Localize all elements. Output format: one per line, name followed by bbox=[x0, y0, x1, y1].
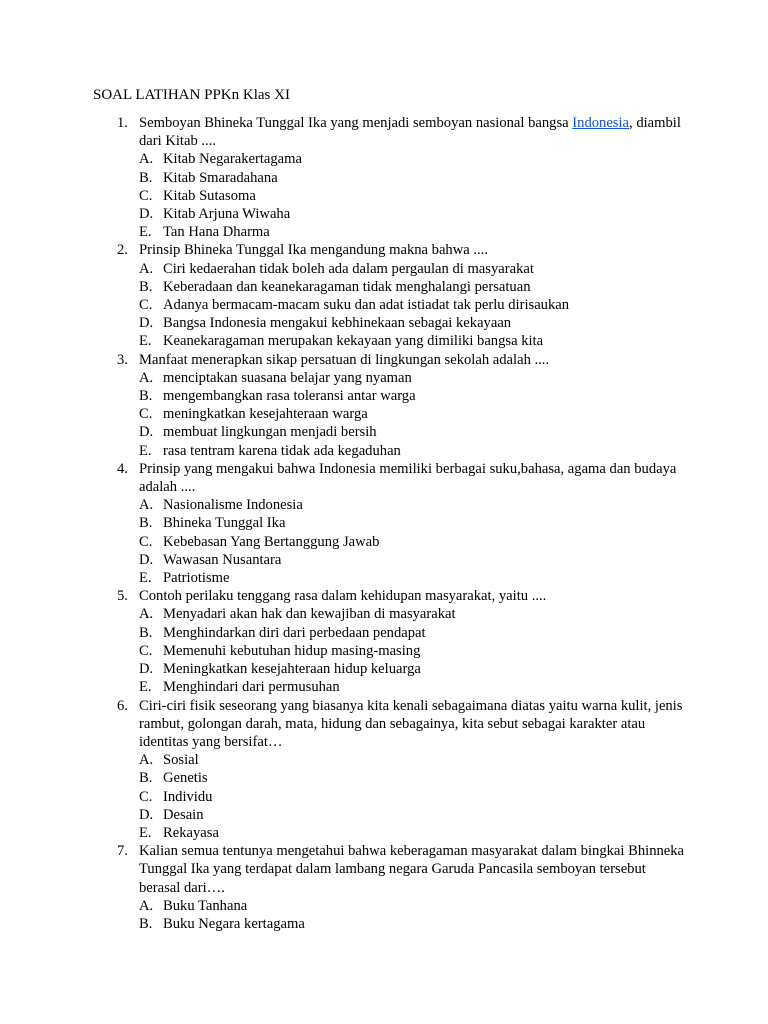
question-text-after: , diambil dari Kitab .... bbox=[139, 115, 681, 150]
option-text: Kitab Sutasoma bbox=[163, 187, 256, 204]
option-letter: D. bbox=[139, 424, 154, 441]
option-text: Bangsa Indonesia mengakui kebhinekaan sebagai kekayaan bbox=[163, 315, 512, 332]
option-letter: E. bbox=[139, 224, 152, 241]
answer-option bbox=[139, 169, 688, 187]
option-text: Kitab Arjuna Wiwaha bbox=[163, 206, 291, 223]
answer-option bbox=[139, 642, 688, 660]
answer-option bbox=[139, 442, 688, 460]
answer-option bbox=[139, 296, 688, 314]
answer-option bbox=[139, 405, 688, 423]
option-letter: C. bbox=[139, 187, 153, 204]
option-text: Keberadaan dan keanekaragaman tidak menghalangi persatuan bbox=[163, 278, 531, 295]
option-letter: A. bbox=[139, 752, 154, 769]
answer-option bbox=[139, 624, 688, 642]
option-text: Sosial bbox=[163, 752, 199, 769]
option-text: Memenuhi kebutuhan hidup masing-masing bbox=[163, 642, 421, 659]
question-number: 5. bbox=[117, 588, 128, 605]
option-letter: A. bbox=[139, 369, 154, 386]
question-list bbox=[108, 114, 688, 933]
answer-option bbox=[139, 514, 688, 532]
option-letter: A. bbox=[139, 606, 154, 623]
answer-option bbox=[139, 605, 688, 623]
option-letter: D. bbox=[139, 315, 154, 332]
page-title: SOAL LATIHAN PPKn Klas XI bbox=[93, 87, 290, 103]
option-text: Keanekaragaman merupakan kekayaan yang dimiliki bangsa kita bbox=[163, 333, 544, 350]
option-text: Patriotisme bbox=[163, 570, 230, 587]
question-text: Manfaat menerapkan sikap persatuan di lingkungan sekolah adalah .... bbox=[139, 351, 550, 368]
answer-option bbox=[139, 223, 688, 241]
option-letter: A. bbox=[139, 897, 154, 914]
option-text: Menghindarkan diri dari perbedaan pendapat bbox=[163, 624, 426, 641]
question-number: 2. bbox=[117, 242, 128, 259]
option-text: Bhineka Tunggal Ika bbox=[163, 515, 286, 532]
answer-option bbox=[139, 915, 688, 933]
option-letter: E. bbox=[139, 824, 152, 841]
option-text: Kitab Negarakertagama bbox=[163, 151, 302, 168]
question-text: Ciri-ciri fisik seseorang yang biasanya kita kenali sebagaimana diatas yaitu warna kulit, jenis rambut, golongan darah, mata, hidung dan sebagainya, kita sebut sebagai karakter atau identitas yang bersifat… bbox=[139, 697, 683, 750]
question-number: 4. bbox=[117, 460, 128, 477]
option-letter: C. bbox=[139, 297, 153, 314]
answer-option bbox=[139, 769, 688, 787]
answer-option bbox=[139, 751, 688, 769]
answer-option bbox=[139, 496, 688, 514]
question-text: Prinsip yang mengakui bahwa Indonesia memiliki berbagai suku,bahasa, agama dan budaya adalah .... bbox=[139, 460, 677, 496]
answer-option bbox=[139, 150, 688, 168]
option-letter: D. bbox=[139, 806, 154, 823]
answer-option bbox=[139, 369, 688, 387]
question-text-before: Semboyan Bhineka Tunggal Ika yang menjadi semboyan nasional bangsa bbox=[139, 115, 573, 131]
option-letter: D. bbox=[139, 551, 154, 568]
option-text: Menghindari dari permusuhan bbox=[163, 679, 340, 696]
answer-option bbox=[139, 897, 688, 915]
option-letter: A. bbox=[139, 260, 154, 277]
option-letter: C. bbox=[139, 533, 153, 550]
question-item bbox=[108, 460, 688, 587]
option-text: Rekayasa bbox=[163, 824, 219, 841]
answer-option bbox=[139, 387, 688, 405]
question-number: 6. bbox=[117, 697, 128, 714]
answer-option bbox=[139, 423, 688, 441]
option-letter: B. bbox=[139, 624, 153, 641]
question-item bbox=[108, 114, 688, 241]
question-item bbox=[108, 241, 688, 350]
option-text: membuat lingkungan menjadi bersih bbox=[163, 424, 377, 441]
option-text: Buku Negara kertagama bbox=[163, 915, 305, 932]
question-item bbox=[108, 697, 688, 843]
option-text: Adanya bermacam-macam suku dan adat istiadat tak perlu dirisaukan bbox=[163, 297, 570, 314]
option-text: Meningkatkan kesejahteraan hidup keluarga bbox=[163, 661, 421, 678]
option-text: Desain bbox=[163, 806, 204, 823]
option-letter: B. bbox=[139, 515, 153, 532]
option-letter: D. bbox=[139, 661, 154, 678]
option-letter: B. bbox=[139, 278, 153, 295]
question-text: Contoh perilaku tenggang rasa dalam kehidupan masyarakat, yaitu .... bbox=[139, 588, 547, 605]
option-text: Buku Tanhana bbox=[163, 897, 248, 914]
option-letter: A. bbox=[139, 151, 154, 168]
question-item bbox=[108, 351, 688, 460]
question-number: 1. bbox=[117, 115, 128, 131]
option-letter: E. bbox=[139, 570, 152, 587]
question-number: 7. bbox=[117, 843, 128, 860]
option-text: Genetis bbox=[163, 770, 208, 787]
indonesia-link[interactable]: Indonesia bbox=[572, 115, 630, 131]
option-text: Kebebasan Yang Bertanggung Jawab bbox=[163, 533, 380, 550]
option-letter: E. bbox=[139, 442, 152, 459]
option-text: menciptakan suasana belajar yang nyaman bbox=[163, 369, 412, 386]
option-text: Tan Hana Dharma bbox=[163, 224, 270, 241]
question-item bbox=[108, 587, 688, 696]
option-text: rasa tentram karena tidak ada kegaduhan bbox=[163, 442, 401, 459]
option-text: mengembangkan rasa toleransi antar warga bbox=[163, 388, 416, 405]
answer-option bbox=[139, 332, 688, 350]
option-text: Nasionalisme Indonesia bbox=[163, 497, 303, 514]
option-letter: A. bbox=[139, 497, 154, 514]
answer-option bbox=[139, 678, 688, 696]
option-letter: B. bbox=[139, 388, 153, 405]
answer-option bbox=[139, 824, 688, 842]
answer-option bbox=[139, 533, 688, 551]
question-text: Prinsip Bhineka Tunggal Ika mengandung makna bahwa .... bbox=[139, 242, 488, 259]
option-letter: B. bbox=[139, 770, 153, 787]
option-text: meningkatkan kesejahteraan warga bbox=[163, 406, 368, 423]
option-letter: E. bbox=[139, 333, 152, 350]
option-letter: C. bbox=[139, 406, 153, 423]
answer-option bbox=[139, 569, 688, 587]
answer-option bbox=[139, 551, 688, 569]
option-text: Kitab Smaradahana bbox=[163, 169, 278, 186]
option-letter: C. bbox=[139, 642, 153, 659]
answer-option bbox=[139, 205, 688, 223]
option-letter: B. bbox=[139, 915, 153, 932]
option-text: Individu bbox=[163, 788, 213, 805]
option-text: Wawasan Nusantara bbox=[163, 551, 282, 568]
question-text: Kalian semua tentunya mengetahui bahwa keberagaman masyarakat dalam bingkai Bhinneka Tunggal Ika yang terdapat dalam lambang negara Garuda Pancasila semboyan tersebut berasal dari…. bbox=[139, 843, 685, 896]
answer-option bbox=[139, 314, 688, 332]
answer-option bbox=[139, 278, 688, 296]
option-text: Ciri kedaerahan tidak boleh ada dalam pergaulan di masyarakat bbox=[163, 260, 534, 277]
answer-option bbox=[139, 806, 688, 824]
answer-option bbox=[139, 260, 688, 278]
answer-option bbox=[139, 660, 688, 678]
option-letter: C. bbox=[139, 788, 153, 805]
question-number: 3. bbox=[117, 351, 128, 368]
question-item bbox=[108, 842, 688, 933]
option-letter: E. bbox=[139, 679, 152, 696]
option-letter: B. bbox=[139, 169, 153, 186]
option-letter: D. bbox=[139, 206, 154, 223]
question-text bbox=[139, 114, 688, 150]
answer-option bbox=[139, 788, 688, 806]
option-text: Menyadari akan hak dan kewajiban di masyarakat bbox=[163, 606, 456, 623]
answer-option bbox=[139, 187, 688, 205]
